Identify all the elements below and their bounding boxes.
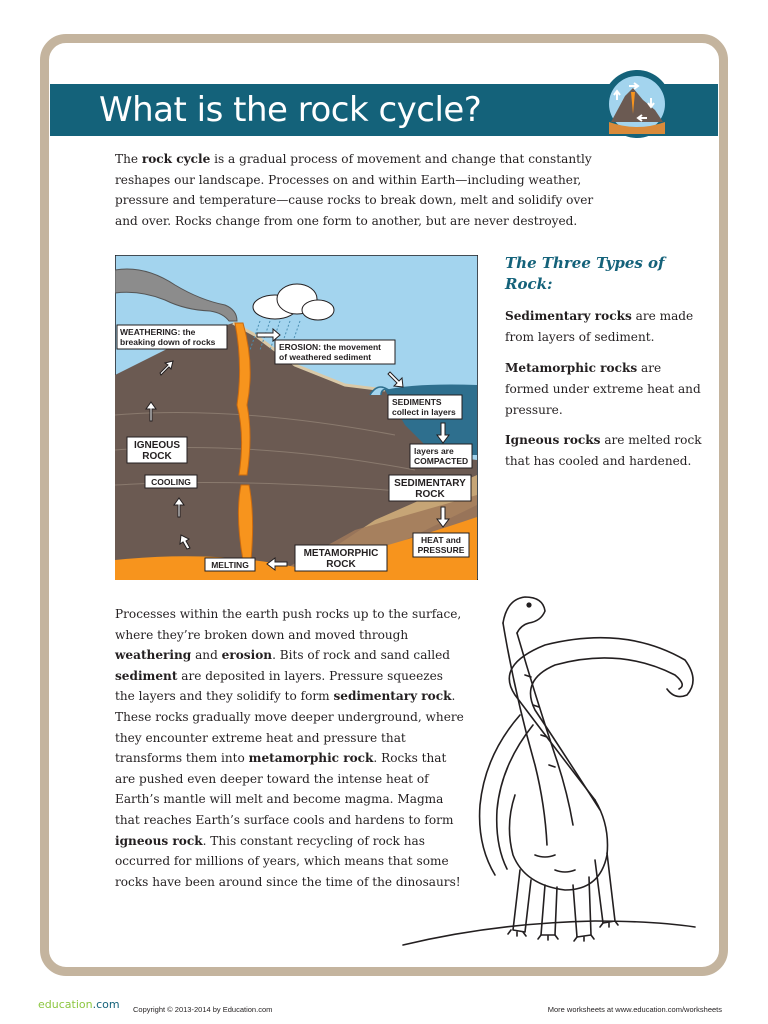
sedimentary-definition: Sedimentary rocks are made from layers of sediment. [505,309,694,344]
melting-label: MELTING [211,560,249,570]
heat-pressure-label-2: PRESSURE [417,545,465,555]
compacted-label-2: COMPACTED [414,456,469,466]
rock-cycle-diagram [115,255,478,580]
igneous-definition: Igneous rocks are melted rock that has cooled and hardened. [505,433,702,468]
metamorphic-rock-label-2: ROCK [326,559,356,570]
weathering-label-2: breaking down of rocks [120,337,216,347]
erosion-label: EROSION: the movement [279,342,382,352]
copyright-text: Copyright © 2013-2014 by Education.com [133,1005,273,1014]
erosion-label-2: of weathered sediment [279,352,372,362]
rock-cycle-badge-icon [603,70,671,138]
cooling-label: COOLING [151,477,191,487]
metamorphic-rock-label: METAMORPHIC [303,548,379,559]
sedimentary-rock-label: SEDIMENTARY [394,478,466,489]
more-worksheets-link[interactable]: More worksheets at www.education.com/worksheets [547,1005,722,1014]
weathering-label: WEATHERING: the [120,327,196,337]
compacted-label: layers are [414,446,454,456]
sediments-label: SEDIMENTS [392,397,442,407]
intro-paragraph: The rock cycle is a gradual process of movement and change that constantly reshapes our landscape. Processes on and within Earth—including weather, pressure and temperature—cause rocks to break down, melt and solidify over and over. Rocks change from one form to another, but are never destroyed. [115,152,594,228]
sedimentary-rock-label-2: ROCK [415,489,445,500]
dinosaur-illustration [395,585,705,957]
igneous-rock-label-2: ROCK [142,451,172,462]
igneous-rock-label: IGNEOUS [133,440,181,451]
sediments-label-2: collect in layers [392,407,456,417]
metamorphic-definition: Metamorphic rocks are formed under extreme heat and pressure. [505,361,701,417]
heat-pressure-label: HEAT and [421,535,461,545]
education-logo: education.com [38,998,120,1011]
process-paragraph: Processes within the earth push rocks up to the surface, where they’re broken down and moved through weathering and erosion. Bits of rock and sand called sediment are deposited in layers. Pressure squeezes the layers and they solidify to form sedimentary rock. These rocks gradually move deeper underground, where they encounter extreme heat and pressure that transforms them into metamorphic rock. Rocks that are pushed even deeper toward the intense heat of Earth’s mantle will melt and become magma. Magma that reaches Earth’s surface cools and hardens to form igneous rock. This constant recycling of rock has occurred for millions of years, which means that some rocks have been around since the time of the dinosaurs! [115,607,464,889]
page-title: What is the rock cycle? [99,90,482,130]
three-types-heading: The Three Types of Rock: [505,254,665,293]
